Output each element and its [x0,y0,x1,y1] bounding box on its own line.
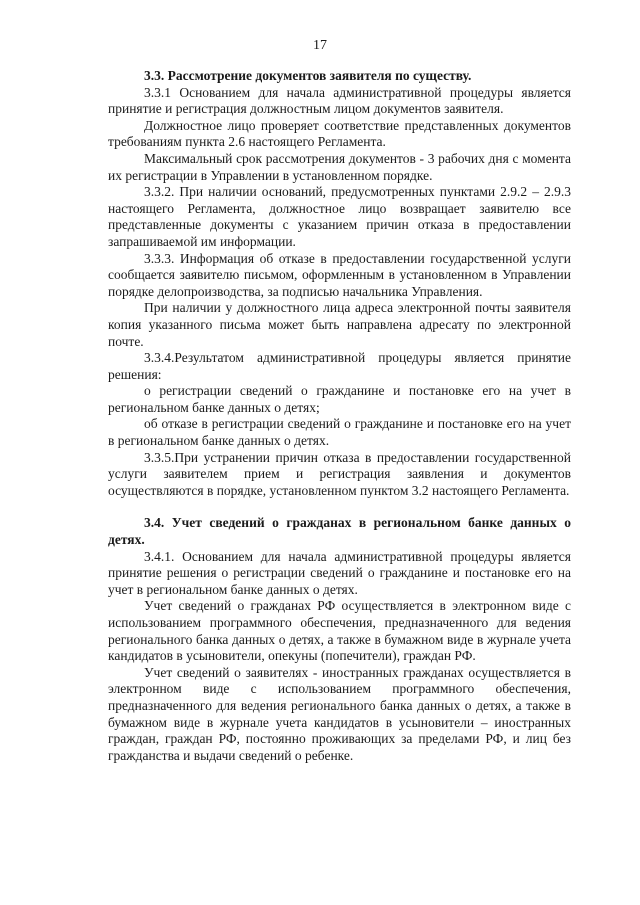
paragraph: 3.3.3. Информация об отказе в предоставлении государственной услуги сообщается заявителю письмом, оформленным в установленном в Управлении порядке делопроизводства, за подписью начальника Управления. [108,250,571,299]
paragraph: 3.4.1. Основанием для начала административной процедуры является принятие решения о регистрации сведений о гражданине и постановке его на учет в региональном банке данных о детях. [108,548,571,597]
paragraph: 3.3.2. При наличии оснований, предусмотренных пунктами 2.9.2 – 2.9.3 настоящего Регламента, должностное лицо возвращает заявителю все представленные документы с указанием причин отказа в предоставлении запрашиваемой им информации. [108,184,571,249]
paragraph: Должностное лицо проверяет соответствие представленных документов требованиям пункта 2.6 настоящего Регламента. [108,117,571,150]
paragraph: Максимальный срок рассмотрения документов - 3 рабочих дня с момента их регистрации в Управлении в установленном порядке. [108,150,571,183]
paragraph: о регистрации сведений о гражданине и постановке его на учет в региональном банке данных о детях; [108,383,571,415]
section-heading: 3.3. Рассмотрение документов заявителя по существу. [144,68,472,83]
paragraph: Учет сведений о заявителях - иностранных гражданах осуществляется в электронном виде с использованием программного обеспечения, предназначенного для ведения регионального банка данных о детях, а также в бумажном виде в журнале учета кандидатов в усыновители – иностранных граждан, граждан РФ, постоянно проживающих за пределами РФ, и лиц без гражданства и выдачи сведений о ребенке. [108,664,571,763]
paragraph: 3.3.4.Результатом административной процедуры является принятие решения: [108,350,571,382]
document-body [108,68,571,764]
paragraph: 3.3.1 Основанием для начала административной процедуры является принятие и регистрация должностным лицом документов заявителя. [108,84,571,117]
paragraph: 3.3.5.При устранении причин отказа в предоставлении государственной услуги заявителем прием и регистрация заявления и документов осуществляются в порядке, установленном пунктом 3.2 настоящего Регламента. [108,449,571,498]
page-number: 17 [313,38,327,53]
section-heading: 3.4. Учет сведений о гражданах в региональном банке данных о детях. [108,515,571,548]
paragraph: об отказе в регистрации сведений о гражданине и постановке его на учет в региональном банке данных о детях. [108,416,571,449]
paragraph: При наличии у должностного лица адреса электронной почты заявителя копия указанного письма может быть направлена адресату по электронной почте. [108,300,571,349]
paragraph: Учет сведений о гражданах РФ осуществляется в электронном виде с использованием программного обеспечения, предназначенного для ведения регионального банка данных о детях, а также в бумажном виде в журнале учета кандидатов в усыновители, опекуны (попечители), граждан РФ. [108,598,571,664]
